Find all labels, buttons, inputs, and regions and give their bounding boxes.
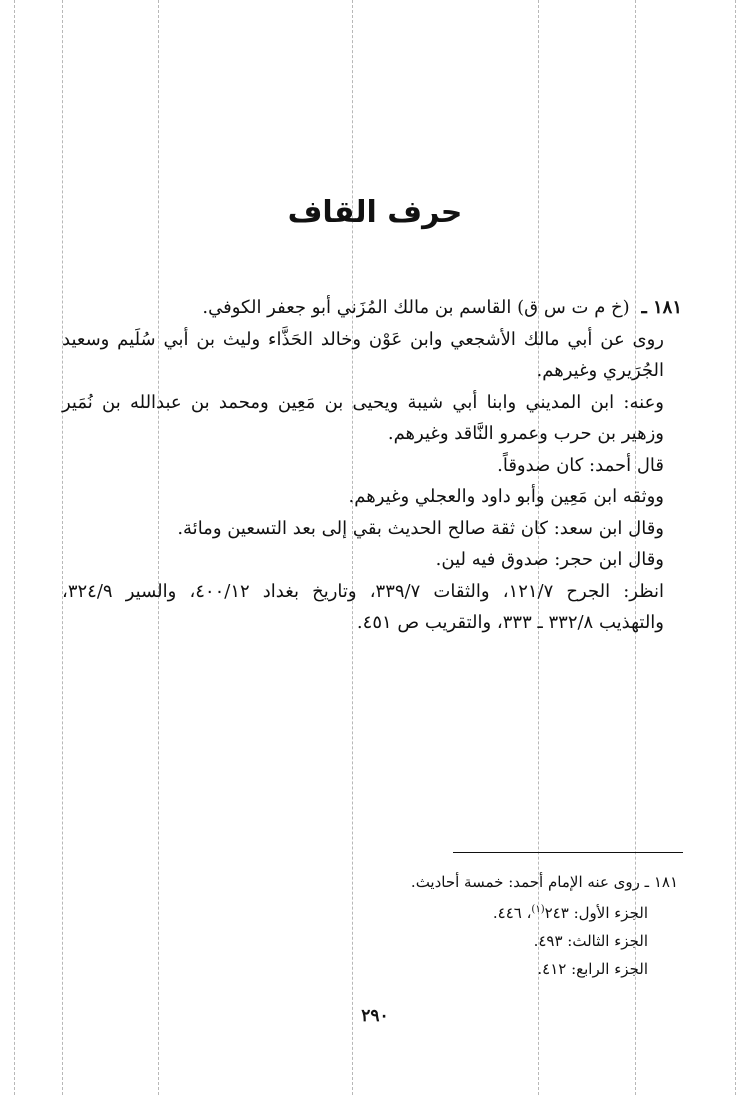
footnote-separator: [453, 852, 683, 853]
entry-narrated-from: روى عن أبي مالك الأشجعي وابن عَوْن وخالد الحَذَّاء وليث بن أبي سُلَيم وسعيد الجُرَيري وغيرهم.: [62, 328, 664, 381]
page-guide-line: [735, 0, 736, 1095]
footnote: [150, 868, 678, 983]
entry-header: [62, 292, 682, 324]
footnote-vol1-marker: (١): [531, 904, 545, 915]
entry-narrated-by: وعنه: ابن المديني وابنا أبي شيبة ويحيى بن مَعِين ومحمد بن عبدالله بن نُمَير وزهير بن حرب وعمرو النَّاقد وغيرهم.: [62, 391, 664, 444]
chapter-title: حرف القاف: [287, 195, 463, 230]
footnote-vol4: الجزء الرابع: ٤١٢.: [537, 960, 648, 978]
entry-ibn-hajar: وقال ابن حجر: صدوق فيه لين.: [435, 549, 664, 570]
entry-sources: انظر: الجرح ١٢١/٧، والثقات ٣٣٩/٧، وتاريخ بغداد ٤٠٠/١٢، والسير ٣٢٤/٩، والتهذيب ٣٣٢/٨ ـ ٣٣٣، والتقريب ص ٤٥١.: [62, 580, 664, 633]
footnote-vol1: [150, 896, 678, 927]
footnote-vol1-value-a: ٢٤٣: [544, 904, 569, 922]
page-number: ٢٩٠: [361, 1006, 389, 1026]
footnote-intro: ١٨١ ـ روى عنه الإمام أحمد: خمسة أحاديث.: [410, 873, 678, 891]
entry-tawthiq: ووثقه ابن مَعِين وأبو داود والعجلي وغيرهم.: [348, 486, 664, 507]
footnote-vol3: الجزء الثالث: ٤٩٣.: [533, 932, 648, 950]
page-guide-line: [14, 0, 15, 1095]
entry-ibn-saad: وقال ابن سعد: كان ثقة صالح الحديث بقي إلى بعد التسعين ومائة.: [177, 517, 664, 539]
entry-number: ١٨١ ـ: [641, 297, 682, 318]
entry-header-text: (خ م ت س ق) القاسم بن مالك المُزَني أبو جعفر الكوفي.: [202, 297, 630, 318]
footnote-vol1-value-b: ، ٤٤٦.: [492, 904, 532, 922]
footnote-vol1-label: الجزء الأول:: [573, 904, 648, 922]
entry-ahmad-quote: قال أحمد: كان صدوقاً.: [497, 454, 664, 476]
biography-entry: [62, 292, 682, 639]
